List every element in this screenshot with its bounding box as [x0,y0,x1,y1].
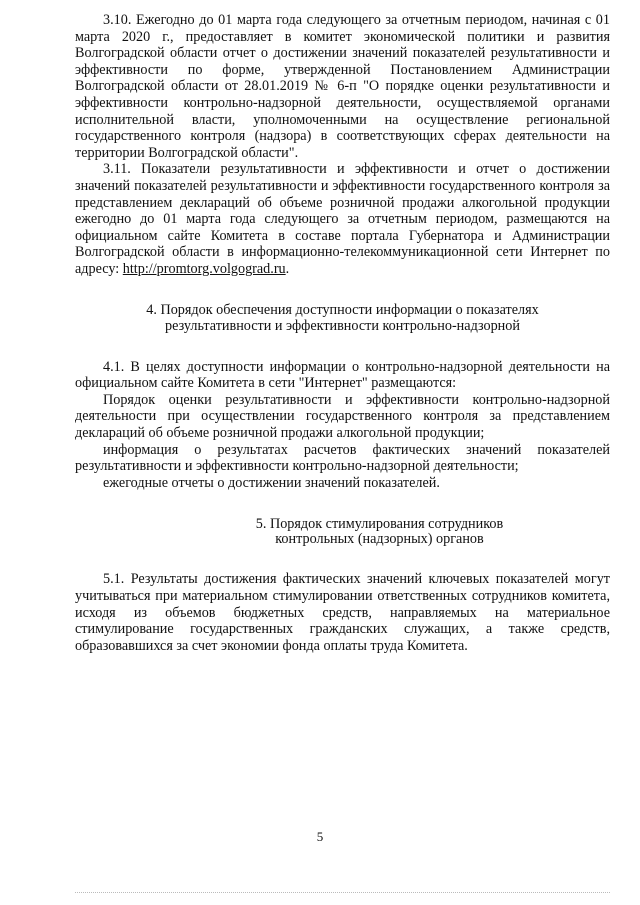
section-4-heading-line-1: 4. Порядок обеспечения доступности информации о показателях [146,301,539,318]
paragraph-4-1-item-2: информация о результатах расчетов фактических значений показателей результативности и эффективности контрольно-надзорной деятельности; [75,441,610,475]
paragraph-3-10: 3.10. Ежегодно до 01 марта года следующего за отчетным периодом, начиная с 01 марта 2020 г., предоставляет в комитет экономической политики и развития Волгоградской области отчет о достижении значений показателей результативности и эффективности по форме, утвержденной Постановлением Администрации Волгоградской области от 28.01.2019 № 6-п "О порядке оценки результативности и эффективности контрольно-надзорной деятельности, осуществляемой органами исполнительной власти, уполномоченными на осуществление региональной государственного контроля (надзора) в соответствующих сферах деятельности на территории Волгоградской области". [75,12,610,161]
footer-divider [75,892,610,893]
section-4-heading-line-2: результативности и эффективности контрольно-надзорной [165,318,520,335]
section-4-heading [75,302,610,335]
promtorg-website-link[interactable]: http://promtorg.volgograd.ru [122,260,286,277]
paragraph-4-1: 4.1. В целях доступности информации о контрольно-надзорной деятельности на официальном сайте Комитета в сети "Интернет" размещаются: [75,358,610,392]
section-5-heading-line-1: 5. Порядок стимулирования сотрудников [255,516,504,533]
paragraph-4-1-item-1: Порядок оценки результативности и эффективности контрольно-надзорной деятельности при осуществлении государственного контроля за представлением деклараций об объеме розничной продажи алкогольной продукции; [75,391,610,442]
section-5-heading [75,517,610,547]
document-body [75,12,610,654]
section-5-heading-line-2: контрольных (надзорных) органов [275,531,484,548]
paragraph-3-11-end: . [285,260,290,277]
paragraph-3-11-text: 3.11. Показатели результативности и эффективности и отчет о достижении значений показателей результативности и эффективности государственного контроля за представлением деклараций об объеме розничной продажи алкогольной продукции ежегодно до 01 марта года следующего за отчетным периодом, размещаются на официальном сайте Комитета в составе портала Губернатора и Администрации Волгоградской области в информационно-телекоммуникационной сети Интернет по адресу: [75,161,610,277]
paragraph-4-1-item-3: ежегодные отчеты о достижении значений показателей. [103,474,440,491]
paragraph-3-11 [75,161,610,277]
paragraph-5-1: 5.1. Результаты достижения фактических значений ключевых показателей могут учитываться при материальном стимулировании ответственных сотрудников комитета, исходя из объемов бюджетных средств, направляемых на материальное стимулирование государственных гражданских служащих, а также средств, образовавшихся за счет экономии фонда оплаты труда Комитета. [75,571,610,654]
page-number: 5 [316,829,324,844]
